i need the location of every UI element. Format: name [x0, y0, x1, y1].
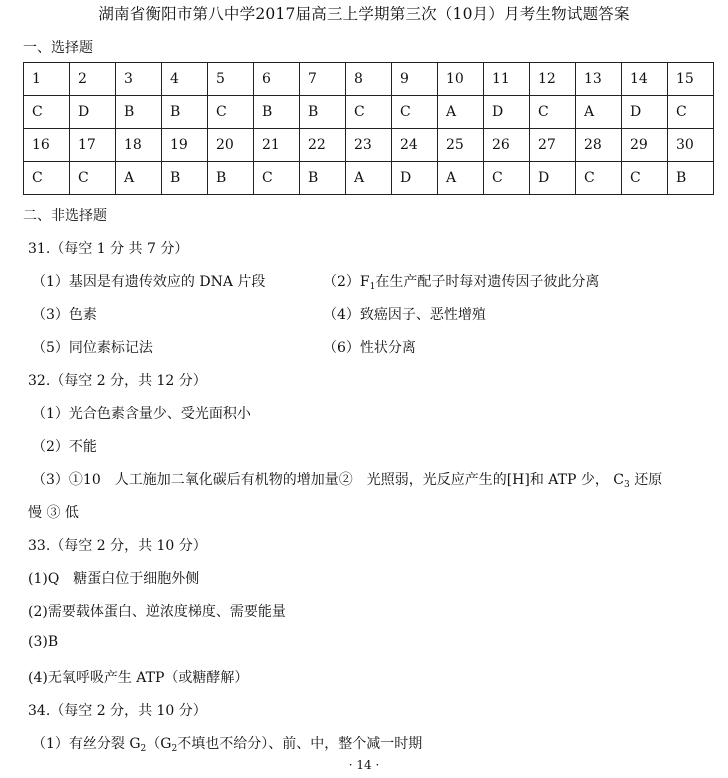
table-cell: D [484, 96, 530, 129]
table-cell: D [622, 96, 668, 129]
table-cell: 30 [668, 129, 714, 162]
table-cell: 28 [576, 129, 622, 162]
q31-answer-5: （5）同位素标记法 [32, 340, 153, 356]
q34-a1-subscript-1: 2 [140, 744, 147, 754]
q31-answer-6: （6）性状分离 [323, 340, 416, 356]
table-cell: 9 [392, 63, 438, 96]
document-title: 湖南省衡阳市第八中学2017届高三上学期第三次（10月）月考生物试题答案 [98, 5, 630, 23]
q34-a1-post: 不填也不给分）、前、中，整个减一时期 [177, 736, 423, 752]
table-cell: 15 [668, 63, 714, 96]
table-cell: D [70, 96, 116, 129]
table-cell: 10 [438, 63, 484, 96]
table-row [24, 96, 714, 129]
table-cell: B [300, 96, 346, 129]
q32-answer-3-continued: 慢 ③ 低 [28, 505, 79, 521]
section-heading-choice: 一、选择题 [23, 40, 93, 56]
table-cell: 26 [484, 129, 530, 162]
table-cell: C [208, 96, 254, 129]
q31-heading: 31.（每空 1 分 共 7 分） [28, 241, 189, 257]
q32-heading: 32.（每空 2 分，共 12 分） [28, 373, 207, 389]
table-cell: C [530, 96, 576, 129]
q33-answer-4: (4)无氧呼吸产生 ATP（或糖酵解） [28, 670, 249, 686]
q31-answer-3: （3）色素 [32, 307, 97, 323]
table-cell: C [484, 162, 530, 195]
table-cell: B [208, 162, 254, 195]
table-cell: C [346, 96, 392, 129]
table-cell: A [438, 162, 484, 195]
table-cell: A [576, 96, 622, 129]
table-cell: 4 [162, 63, 208, 96]
q34-heading: 34.（每空 2 分，共 10 分） [28, 703, 207, 719]
table-cell: 13 [576, 63, 622, 96]
table-cell: 24 [392, 129, 438, 162]
q32-answer-2: （2）不能 [32, 439, 97, 455]
table-cell: C [24, 162, 70, 195]
table-cell: C [668, 96, 714, 129]
q33-answer-3: (3)B [28, 634, 59, 650]
table-cell: 17 [70, 129, 116, 162]
q34-a1-pre: （1）有丝分裂 G [32, 736, 141, 752]
table-cell: 12 [530, 63, 576, 96]
answer-table [23, 62, 714, 195]
table-cell: B [116, 96, 162, 129]
table-cell: 3 [116, 63, 162, 96]
section-heading-nonchoice: 二、非选择题 [23, 208, 107, 224]
q31-answer-1: （1）基因是有遗传效应的 DNA 片段 [32, 274, 266, 290]
table-cell: A [116, 162, 162, 195]
q34-a1-subscript-2: 2 [171, 744, 178, 754]
table-cell: C [70, 162, 116, 195]
table-cell: 6 [254, 63, 300, 96]
table-cell: 7 [300, 63, 346, 96]
table-row [24, 162, 714, 195]
q33-answer-1: (1)Q 糖蛋白位于细胞外侧 [28, 571, 200, 587]
table-cell: A [438, 96, 484, 129]
table-cell: B [300, 162, 346, 195]
table-cell: B [668, 162, 714, 195]
table-cell: D [392, 162, 438, 195]
q31-a2-subscript: 1 [369, 282, 376, 292]
table-cell: B [162, 96, 208, 129]
q31-a2-pre: （2）F [323, 274, 370, 290]
q32-a3-pre: （3）①10 人工施加二氧化碳后有机物的增加量② 光照弱，光反应产生的[H]和 ATP 少， C [32, 472, 625, 488]
table-cell: 8 [346, 63, 392, 96]
table-cell: B [254, 96, 300, 129]
table-cell: 18 [116, 129, 162, 162]
table-cell: 25 [438, 129, 484, 162]
q33-heading: 33.（每空 2 分，共 10 分） [28, 538, 207, 554]
table-cell: C [622, 162, 668, 195]
table-cell: 20 [208, 129, 254, 162]
table-cell: 1 [24, 63, 70, 96]
q34-answer-1 [32, 733, 422, 753]
table-cell: C [392, 96, 438, 129]
table-cell: D [530, 162, 576, 195]
q32-answer-1: （1）光合色素含量少、受光面积小 [32, 406, 251, 422]
table-cell: C [24, 96, 70, 129]
table-row [24, 63, 714, 96]
table-cell: 2 [70, 63, 116, 96]
table-cell: C [576, 162, 622, 195]
table-cell: 21 [254, 129, 300, 162]
table-cell: 27 [530, 129, 576, 162]
table-cell: 22 [300, 129, 346, 162]
table-cell: 5 [208, 63, 254, 96]
q31-a2-post: 在生产配子时每对遗传因子彼此分离 [375, 274, 600, 290]
table-cell: A [346, 162, 392, 195]
table-cell: 19 [162, 129, 208, 162]
table-cell: 23 [346, 129, 392, 162]
table-cell: 29 [622, 129, 668, 162]
table-cell: C [254, 162, 300, 195]
table-cell: 14 [622, 63, 668, 96]
q32-answer-3 [32, 469, 662, 489]
table-cell: B [162, 162, 208, 195]
q33-answer-2: (2)需要载体蛋白、逆浓度梯度、需要能量 [28, 604, 286, 620]
table-cell: 11 [484, 63, 530, 96]
page-number: · 14 · [348, 758, 380, 772]
table-cell: 16 [24, 129, 70, 162]
q31-answer-4: （4）致癌因子、恶性增殖 [323, 307, 486, 323]
table-row [24, 129, 714, 162]
q34-a1-mid: （G [146, 736, 172, 752]
q32-a3-subscript: 3 [624, 480, 630, 490]
q32-a3-post: 还原 [629, 472, 663, 488]
q31-answer-2 [323, 271, 599, 291]
